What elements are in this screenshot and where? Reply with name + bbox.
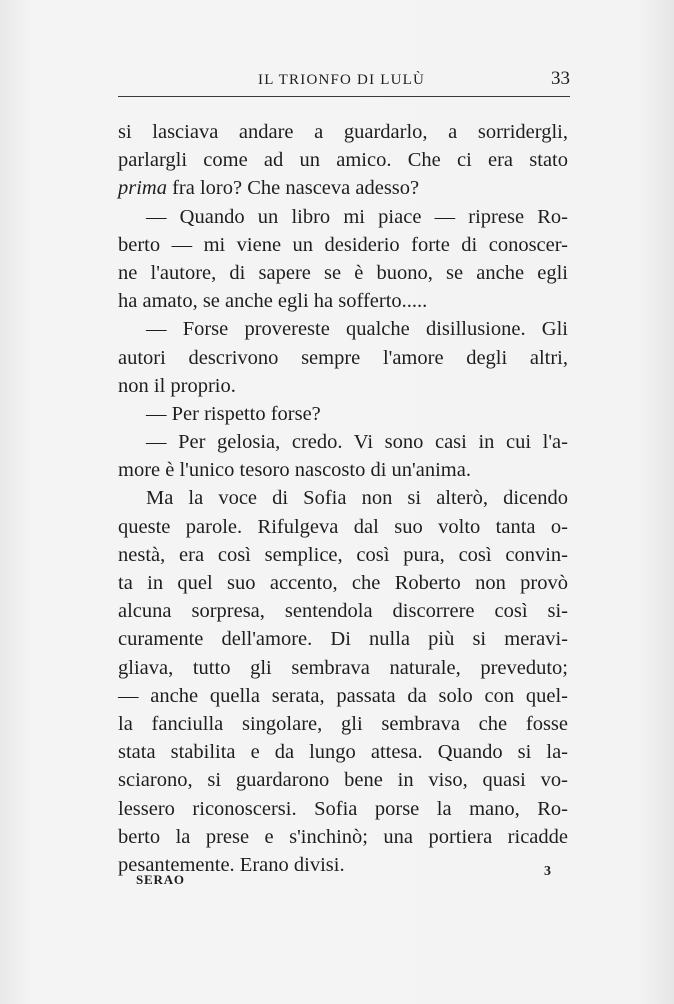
text-line: — Forse provereste qualche disillusione. Gli [146, 318, 568, 341]
text-line: lessero riconoscersi. Sofia porse la mano, Ro- [118, 797, 568, 820]
text-line [118, 174, 568, 202]
text-line: ha amato, se anche egli ha sofferto..... [118, 290, 428, 313]
text-line: autori descrivono sempre l'amore degli altri, [118, 346, 568, 369]
text-line: — Quando un libro mi piace — riprese Ro- [146, 205, 568, 228]
text-line-rest: fra loro? Che nasceva adesso? [166, 177, 420, 200]
signature-mark: SERAO [136, 872, 185, 887]
text-line: pesantemente. Erano divisi. [118, 853, 345, 876]
text-line: nestà, era così semplice, così pura, così convin- [118, 543, 568, 566]
running-title: IL TRIONFO DI LULÙ [258, 72, 426, 88]
text-line: alcuna sorpresa, sentendola discorrere così si- [118, 600, 568, 623]
text-line: sciarono, si guardarono bene in viso, quasi vo- [118, 769, 568, 792]
text-line: berto la prese e s'inchinò; una portiera ricadde [118, 825, 568, 848]
body-text [118, 118, 578, 879]
text-line: parlargli come ad un amico. Che ci era stato [118, 149, 568, 172]
header-rule [118, 96, 570, 97]
text-line: gliava, tutto gli sembrava naturale, preveduto; [118, 656, 568, 679]
page-header [118, 64, 570, 94]
text-line: la fanciulla singolare, gli sembrava che fosse [118, 712, 568, 735]
text-line: — Per gelosia, credo. Vi sono casi in cui l'a- [146, 431, 568, 454]
text-line: si lasciava andare a guardarlo, a sorridergli, [118, 121, 568, 143]
text-line: ne l'autore, di sapere se è buono, se anche egli [118, 261, 568, 284]
text-line: ta in quel suo accento, che Roberto non provò [118, 572, 568, 594]
text-line: berto — mi viene un desiderio forte di conoscer- [118, 233, 568, 256]
italic-word: prima [118, 177, 167, 200]
text-line: Ma la voce di Sofia non si alterò, dicendo [146, 487, 568, 510]
sheet-number: 3 [544, 864, 551, 879]
page-number: 33 [551, 68, 570, 89]
text-line: non il proprio. [118, 374, 236, 397]
text-line: more è l'unico tesoro nascosto di un'anima. [118, 459, 471, 482]
text-line: queste parole. Rifulgeva dal suo volto tanta o- [118, 515, 568, 538]
text-line: — anche quella serata, passata da solo con quel- [118, 684, 568, 707]
text-line: stata stabilita e da lungo attesa. Quando si la- [118, 741, 568, 764]
text-line: curamente dell'amore. Di nulla più si meravi- [118, 628, 568, 651]
text-line: — Per rispetto forse? [146, 402, 321, 425]
